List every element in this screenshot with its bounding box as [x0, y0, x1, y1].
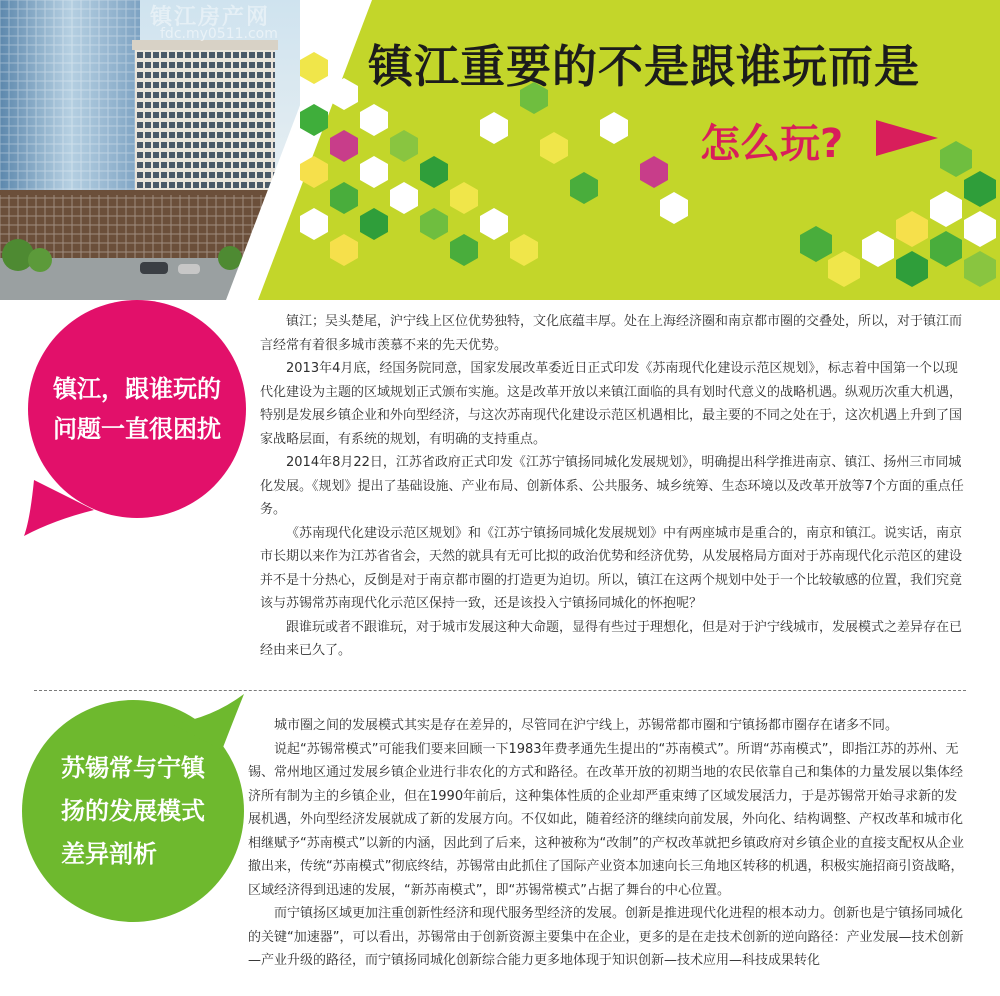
watermark-url: fdc.my0511.com — [160, 26, 278, 42]
section2-paragraph: 说起“苏锡常模式”可能我们要来回顾一下1983年费孝通先生提出的“苏南模式”。所谓“苏南模式”，即指江苏的苏州、无锡、常州地区通过发展乡镇企业进行非农化的方式和路径。在改革开放的初期当地的农民依靠自己和集体的力量发展以集体经济所有制为主的乡镇企业，但在1990年前后，这种集体性质的企业却严重束缚了区域发展活力，于是苏锡常开始寻求新的发展机遇，外向型经济发展就成了新的发展方向。不仅如此，随着经济的继续向前发展，外向化、结构调整、产权改革和城市化相继赋予“苏南模式”以新的内涵，因此到了后来，这种被称为“改制”的产权改革就把乡镇政府对乡镇企业的直接支配权从企业撤出来，传统“苏南模式”彻底终结，苏锡常由此抓住了国际产业资本加速向长三角地区转移的机遇，积极实施招商引资战略，区域经济得到迅速的发展，“新苏南模式”，即“苏锡常模式”占据了舞台的中心位置。 — [248, 741, 964, 898]
section1-body — [260, 310, 966, 663]
banner-subtitle: 怎么玩? — [700, 121, 844, 167]
section1-heading-bubble — [28, 300, 246, 518]
section2-heading-line3: 差异剖析 — [61, 839, 157, 868]
section1-heading — [53, 369, 221, 449]
section2-heading-bubble — [22, 700, 244, 922]
section2-body — [248, 714, 966, 973]
section1-paragraph: 《苏南现代化建设示范区规划》和《江苏宁镇扬同城化发展规划》中有两座城市是重合的，南京和镇江。说实话，南京市长期以来作为江苏省省会，天然的就具有无可比拟的政治优势和经济优势，从发展格局方面对于苏南现代化示范区的建设并不是十分热心，反倒是对于南京都市圈的打造更为迫切。所以，镇江在这两个规划中处于一个比较敏感的位置，我们究竟该与苏锡常苏南现代化示范区保持一致，还是该投入宁镇扬同城化的怀抱呢？ — [260, 525, 963, 611]
play-arrow-icon — [872, 116, 942, 160]
section1-heading-line2: 问题一直很困扰 — [53, 415, 221, 443]
section2-paragraph: 而宁镇扬区域更加注重创新性经济和现代服务型经济的发展。创新是推进现代化进程的根本动力。创新也是宁镇扬同城化的关键“加速器”，可以看出，苏锡常由于创新资源主要集中在企业，更多的是在走技术创新的逆向路径：产业发展—技术创新—产业升级的路径，而宁镇扬同城化创新综合能力更多地体现于知识创新—技术应用—科技成果转化 — [248, 906, 964, 968]
section-divider — [34, 690, 966, 691]
section2-paragraph: 城市圈之间的发展模式其实是存在差异的，尽管同在沪宁线上，苏锡常都市圈和宁镇扬都市圈存在诸多不同。 — [274, 718, 899, 733]
watermark-text: 镇江房产网 — [150, 5, 271, 30]
bubble-tail — [24, 480, 104, 540]
section1-heading-line1: 镇江，跟谁玩的 — [53, 375, 221, 403]
header-banner — [0, 0, 1000, 300]
section2-heading-line1: 苏锡常与宁镇 — [61, 753, 205, 782]
section1-paragraph: 2014年8月22日，江苏省政府正式印发《江苏宁镇扬同城化发展规划》，明确提出科学推进南京、镇江、扬州三市同城化发展。《规划》提出了基础设施、产业布局、创新体系、公共服务、城乡统筹、生态环境以及改革开放等7个方面的重点任务。 — [260, 455, 964, 517]
section1-paragraph: 跟谁玩或者不跟谁玩，对于城市发展这种大命题，显得有些过于理想化，但是对于沪宁线城市，发展模式之差异存在已经由来已久了。 — [260, 619, 963, 658]
section1-paragraph: 2013年4月底，经国务院同意，国家发展改革委近日正式印发《苏南现代化建设示范区规划》，标志着中国第一个以现代化建设为主题的区域规划正式颁布实施。这是改革开放以来镇江面临的具有划时代意义的战略机遇。纵观历次重大机遇，特别是发展乡镇企业和外向型经济，与这次苏南现代化建设示范区机遇相比，最主要的不同之处在于，这次机遇上升到了国家战略层面，有系统的规划，有明确的支持重点。 — [260, 361, 963, 447]
banner-title: 镇江重要的不是跟谁玩而是 — [368, 40, 921, 93]
bubble-tail — [172, 694, 252, 754]
section2-heading-line2: 扬的发展模式 — [61, 796, 205, 825]
section2-heading — [61, 747, 205, 876]
section1-paragraph: 镇江；吴头楚尾，沪宁线上区位优势独特，文化底蕴丰厚。处在上海经济圈和南京都市圈的交叠处，所以，对于镇江而言经常有着很多城市羡慕不来的先天优势。 — [260, 314, 963, 353]
